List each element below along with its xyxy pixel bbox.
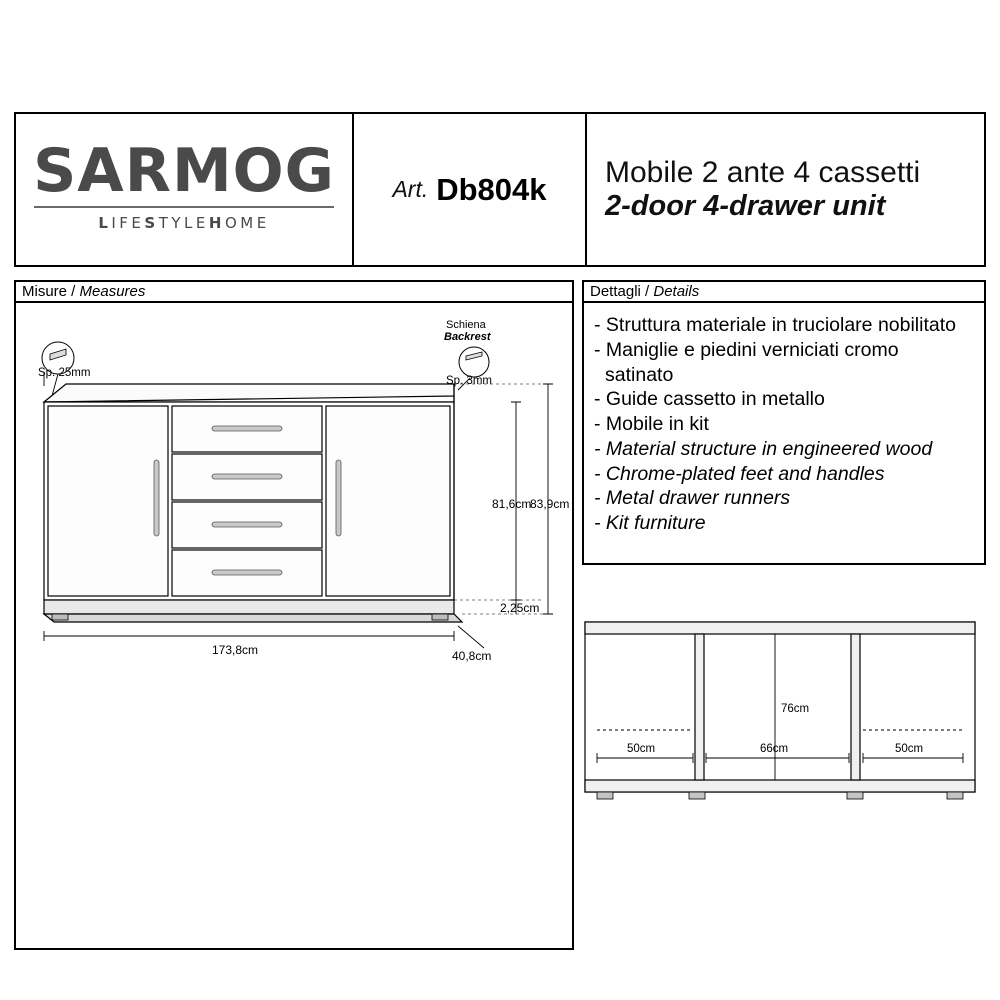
detail-item: - Struttura materiale in truciolare nobilitato [594,314,956,336]
details-header-en: Details [653,283,700,300]
detail-item: - Maniglie e piedini verniciati cromo [594,338,899,361]
measures-header-sep: / [67,283,80,300]
detail-item: - Guide cassetto in metallo [594,388,825,411]
front-view-drawing [14,300,574,670]
callout-thickness-back: Sp. 3mm [446,375,493,387]
details-panel [582,280,986,565]
product-title-it: Mobile 2 ante 4 cassetti [605,155,921,189]
brand-name: SARMOG [33,136,335,206]
details-header [584,282,984,303]
article-label: Art. [392,176,429,202]
callout-thickness-top: Sp. 25mm [38,367,91,379]
details-header-it: Dettagli [590,283,641,300]
detail-item: - Chrome-plated feet and handles [594,462,885,485]
dim-inner-height: 76cm [781,703,810,715]
dim-body-height: 81,6cm [492,497,532,511]
detail-item: - Mobile in kit [594,413,709,435]
detail-item-cont: satinato [605,363,674,386]
detail-item: - Metal drawer runners [594,487,791,510]
logo-divider [34,206,334,208]
callout-backrest-it: Schiena [446,319,486,331]
dim-width: 173,8cm [212,643,259,657]
dim-right-bay: 50cm [895,743,924,755]
brand-logo [16,114,354,265]
brand-tagline: LIFESTYLEHOME [98,214,270,232]
dim-center-bay: 66cm [760,743,789,755]
header [14,112,986,267]
product-title-cell [587,114,984,265]
detail-item: - Material structure in engineered wood [594,437,933,460]
dim-depth: 40,8cm [452,649,492,663]
measures-header-en: Measures [79,283,146,300]
dim-left-bay: 50cm [627,743,656,755]
dim-plinth-height: 2,25cm [500,601,540,615]
interior-view-drawing [575,600,995,840]
detail-item: - Kit furniture [594,512,706,534]
details-header-sep: / [640,283,654,300]
details-list [584,303,984,536]
callout-backrest-en: Backrest [444,331,491,343]
article-code: Db804k [436,171,547,207]
measures-header-it: Misure [22,283,68,300]
product-title-en: 2-door 4-drawer unit [605,190,886,223]
dim-total-height: 83,9cm [530,497,570,511]
article-cell [354,114,587,265]
